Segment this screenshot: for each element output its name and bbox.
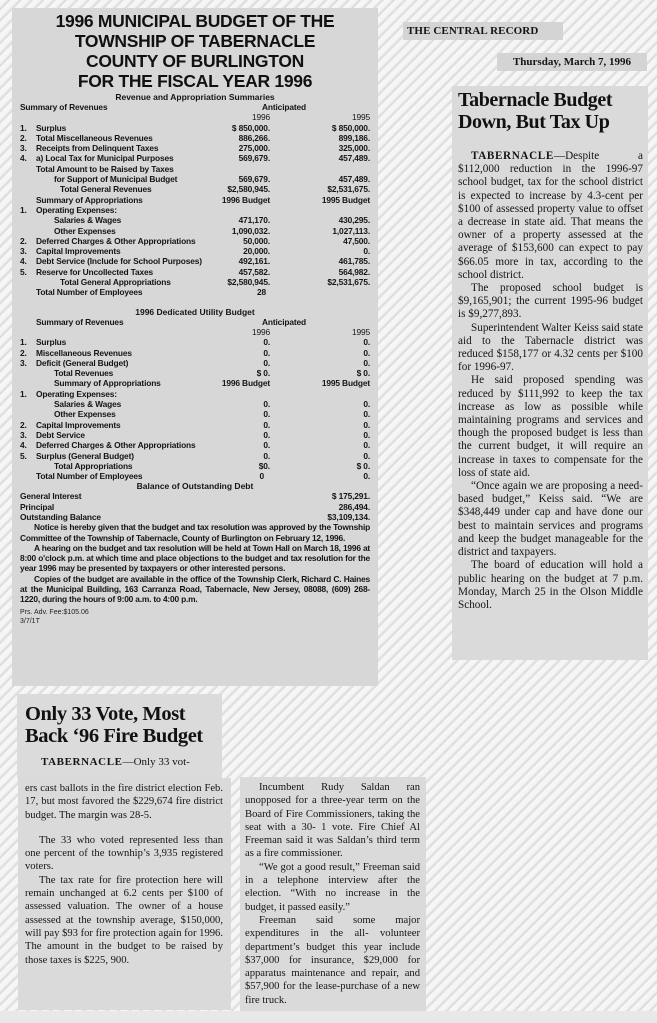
value-1996: 0. xyxy=(263,357,270,368)
fire-paragraph: Freeman said some major expenditures in the all- volunteer department’s budget this year include $37,000 for insurance, $29,000 for apparatus maintenance and repair, and $57,900 for the lease-purchase of a new fire truck. xyxy=(245,914,420,1006)
budget-line-row xyxy=(20,430,370,440)
budget-line-row xyxy=(20,236,370,246)
value-1995: $ 0. xyxy=(356,460,370,471)
fire-paragraph: ers cast ballots in the fire district election Feb. 17, but most favored the $229,674 fire district budget. The margin was 28-5. xyxy=(25,783,223,821)
value-1995: 899,186. xyxy=(338,132,370,143)
budget-line-row xyxy=(20,267,370,277)
value-1995: 457,489. xyxy=(338,153,370,164)
line-label: Capital Improvements xyxy=(36,419,121,430)
debt-value: $3,109,134. xyxy=(327,511,370,522)
fire-article-column-1 xyxy=(18,778,231,1010)
dateline: TABERNACLE xyxy=(41,756,123,768)
summary-appropriations-label: Summary of Appropriations xyxy=(36,194,143,205)
line-label: Debt Service (Include for School Purposes) xyxy=(36,256,202,267)
value-1995: 0. xyxy=(363,399,370,410)
employees-row xyxy=(20,287,370,297)
value-1996: 0. xyxy=(263,409,270,420)
value-1996: 492,161. xyxy=(238,256,270,267)
utility-total-revenues-row xyxy=(20,368,370,378)
value-1996: 50,000. xyxy=(243,235,270,246)
value-1996: 0. xyxy=(263,337,270,348)
utility-other-row xyxy=(20,409,370,419)
value-1996: $ 0. xyxy=(256,368,270,379)
line-number: 5. xyxy=(20,450,27,461)
value-1995: 0. xyxy=(363,440,370,451)
bottom-margin xyxy=(0,1011,657,1023)
salaries-row xyxy=(20,215,370,225)
value-1996: 0 xyxy=(259,471,264,482)
summary-appropriations-label: Summary of Appropriations xyxy=(54,378,161,389)
value-1996: 0. xyxy=(263,429,270,440)
other-expenses-row xyxy=(20,226,370,236)
value-1996: 1,090,032. xyxy=(231,225,270,236)
col-1995-label: 1995 xyxy=(351,326,370,337)
budget-line-row xyxy=(20,133,370,143)
summary-revenues-label: Summary of Revenues xyxy=(36,316,124,327)
dateline: TABERNACLE xyxy=(471,150,554,162)
budget-line-row xyxy=(20,348,370,358)
operating-expenses-label: Operating Expenses: xyxy=(36,388,117,399)
line-number: 2. xyxy=(20,235,27,246)
value-1996: $2,580,945. xyxy=(227,277,270,288)
value-1995: 0. xyxy=(363,409,370,420)
value-1996: $0. xyxy=(258,460,270,471)
budget-line-row xyxy=(20,420,370,430)
budget-title-line: TOWNSHIP OF TABERNACLE xyxy=(74,31,316,51)
line-number: 2. xyxy=(20,419,27,430)
value-1996: 0. xyxy=(263,347,270,358)
tax-article-body xyxy=(458,150,643,612)
summary-revenues-label: Summary of Revenues xyxy=(20,102,108,112)
value-1996: 569,679. xyxy=(238,153,270,164)
debt-value: 286,494. xyxy=(338,501,370,512)
line-number: 3. xyxy=(20,143,27,154)
value-1995: 430,295. xyxy=(338,215,370,226)
tax-headline-line: Down, But Tax Up xyxy=(458,111,610,133)
tax-paragraph: “Once again we are proposing a need-based budget,” Keiss said. “We are $348,449 under cap and have done our best to maintain services and programs and keep the budget manageable for the district and taxpayers. xyxy=(458,480,643,559)
value-1996: 28 xyxy=(256,287,266,298)
line-number: 3. xyxy=(20,246,27,257)
line-number: 4. xyxy=(20,256,27,267)
fee-line: Prs. Adv. Fee:$105.06 xyxy=(20,608,89,616)
line-label: Total Miscellaneous Revenues xyxy=(36,132,153,143)
value-1996: 20,000. xyxy=(243,246,270,257)
fire-lead xyxy=(25,756,214,769)
tax-paragraph: The proposed school budget is $9,165,901; the current 1995-96 budget is $9,277,893. xyxy=(458,282,643,321)
line-number: 4. xyxy=(20,440,27,451)
paragraph-text: —Despite a $112,000 reduction in the 1996-97 school budget, tax for the school district is expected to increase by 4.3-cent per $100 of assessed property value to offset a decrease in state aid. That means the owner of a property assessed at the average of $153,600 can expect to pay $66.05 more in tax, according to the school district. xyxy=(458,150,643,281)
publication-date: Thursday, March 7, 1996 xyxy=(497,53,647,71)
budget-line-row xyxy=(20,256,370,266)
line-label: Debt Service xyxy=(36,429,85,440)
debt-value: $ 175,291. xyxy=(331,491,370,502)
employees-label: Total Number of Employees xyxy=(36,287,143,298)
total-appropriations-label: Total General Appropriations xyxy=(60,277,171,288)
value-1996: $ 850,000. xyxy=(231,122,270,133)
value-1995: 47,500. xyxy=(343,235,370,246)
value-1996: 0. xyxy=(263,440,270,451)
line-label: Surplus xyxy=(36,337,67,348)
other-expenses-label: Other Expenses xyxy=(54,225,116,236)
value-1995: 457,489. xyxy=(338,174,370,185)
operating-expenses-label: Operating Expenses: xyxy=(36,204,117,215)
total-revenues-label: Total Revenues xyxy=(54,368,114,379)
budget-title-line: 1996 MUNICIPAL BUDGET OF THE xyxy=(55,11,335,31)
budget-line-row xyxy=(20,358,370,368)
budget-title-line: COUNTY OF BURLINGTON xyxy=(86,51,304,71)
line-number: 5. xyxy=(20,266,27,277)
column-body xyxy=(25,782,223,967)
value-1995: 461,785. xyxy=(338,256,370,267)
notice-paragraph xyxy=(20,522,370,543)
value-1996: 457,582. xyxy=(238,266,270,277)
general-year-header xyxy=(20,112,370,122)
newspaper-name: THE CENTRAL RECORD xyxy=(403,22,563,40)
summary-appropriations-row xyxy=(20,195,370,205)
debt-row xyxy=(20,502,370,512)
line-label: Surplus xyxy=(36,122,67,133)
value-1995: 0. xyxy=(363,357,370,368)
budget-title-line: FOR THE FISCAL YEAR 1996 xyxy=(77,71,313,91)
line-number: 3. xyxy=(20,357,27,368)
line-label: Deferred Charges & Other Appropriations xyxy=(36,235,196,246)
col-1996-label: 1996 xyxy=(251,326,270,337)
debt-row xyxy=(20,512,370,522)
line-label: Deferred Charges & Other Appropriations xyxy=(36,440,196,451)
utility-employees-row xyxy=(20,471,370,481)
municipal-budget-notice xyxy=(12,8,378,686)
fire-paragraph: The tax rate for fire protection here will remain unchanged at 6.2 cents per $100 of assessed valuation. The owner of a house assessed at the township average, $150,000, will pay $93 for fire protection again for 1996. The amount in the budget to be raised by those taxes is $225, 900. xyxy=(25,874,223,966)
value-1996: 275,000. xyxy=(238,143,270,154)
line-label: Miscellaneous Revenues xyxy=(36,347,132,358)
operating-expenses-row: 1. Operating Expenses: xyxy=(20,205,370,215)
budget-subtitle: Revenue and Appropriation Summaries xyxy=(115,92,275,102)
value-1995: 0. xyxy=(363,450,370,461)
total-raised-label: Total Amount to be Raised by Taxes xyxy=(36,163,174,174)
budget-line-row xyxy=(20,337,370,347)
fire-article-header xyxy=(17,694,222,778)
value-1996: 471,170. xyxy=(238,215,270,226)
copies-paragraph xyxy=(20,574,370,605)
fire-paragraph: “We got a good result,” Freeman said in a telephone interview after the election. “With no increase in the budget, it passed easily.” xyxy=(245,861,420,913)
value-1995: 0. xyxy=(363,347,370,358)
line-number: 3. xyxy=(20,429,27,440)
tax-paragraph xyxy=(458,150,643,282)
fire-article-column-2 xyxy=(240,777,426,1011)
value-1995: 0. xyxy=(363,471,370,482)
utility-operating-row: 1. Operating Expenses: xyxy=(20,389,370,399)
utility-total-appropriations-row xyxy=(20,461,370,471)
budget-line-row xyxy=(20,143,370,153)
budget-line-row xyxy=(20,440,370,450)
salaries-label: Salaries & Wages xyxy=(54,399,122,410)
utility-year-header xyxy=(20,327,370,337)
line-label: Surplus (General Budget) xyxy=(36,450,134,461)
budget-line-row xyxy=(20,246,370,256)
utility-salaries-row xyxy=(20,399,370,409)
budget-1996-label: 1996 Budget xyxy=(221,194,270,205)
total-general-appropriations-row xyxy=(20,277,370,287)
value-1996: 886,266. xyxy=(238,132,270,143)
fire-headline-line: Only 33 Vote, Most xyxy=(25,703,186,725)
total-general-revenues-label: Total General Revenues xyxy=(60,184,152,195)
debt-label: Principal xyxy=(20,501,55,512)
value-1995: $2,531,675. xyxy=(327,184,370,195)
budget-line-row xyxy=(20,451,370,461)
debt-row xyxy=(20,491,370,501)
line-number: 1. xyxy=(20,122,27,133)
fire-headline-line: Back ‘96 Fire Budget xyxy=(25,725,203,747)
tax-paragraph: Superintendent Walter Keiss said state aid to the Tabernacle district was reduced $158,177 or 4.32 cents per $100 for 1996-97. xyxy=(458,321,643,374)
anticipated-label: Anticipated xyxy=(262,316,306,327)
value-1995: 0. xyxy=(363,429,370,440)
value-1996: 0. xyxy=(263,399,270,410)
debt-label: Outstanding Balance xyxy=(20,511,101,522)
total-raised-label-2: for Support of Municipal Budget xyxy=(54,174,178,185)
budget-line-row xyxy=(20,153,370,163)
value-1995: 0. xyxy=(363,337,370,348)
general-appropriations-list xyxy=(20,236,370,277)
value-1995: 325,000. xyxy=(338,143,370,154)
fire-paragraph: Incumbent Rudy Saldan ran unopposed for a three-year term on the Board of Fire Commissioners, taking the seat with a 30- 1 vote. Fire Chief Al Freeman said it was Saldan’s third term as a fire commissioner. xyxy=(245,782,420,860)
utility-revenues-list xyxy=(20,337,370,368)
total-general-revenues-row xyxy=(20,184,370,194)
total-appropriations-label: Total Appropriations xyxy=(54,460,133,471)
line-label: a) Local Tax for Municipal Purposes xyxy=(36,153,174,164)
anticipated-label: Anticipated xyxy=(262,102,306,112)
tax-article xyxy=(452,86,648,660)
copies-text: Copies of the budget are available in the office of the Township Clerk, Richard C. Haines at the Municipal Building, 163 Carranza Road, Tabernacle, New Jersey, 08088, (609) 268-1220, during the hours of 9:00 a.m. to 4:00 p.m. xyxy=(20,573,370,605)
date-code: 3/7/1T xyxy=(20,617,40,625)
value-1996: 569,679. xyxy=(238,174,270,185)
notice-text: Notice is hereby given that the budget and tax resolution was approved by the Township Committee of the Township of Tabernacle, County of Burlington on February 12, 1996. xyxy=(20,522,370,543)
budget-1995-label: 1995 Budget xyxy=(321,194,370,205)
line-number: 4. xyxy=(20,153,27,164)
line-label: Capital Improvements xyxy=(36,246,121,257)
line-label: Reserve for Uncollected Taxes xyxy=(36,266,153,277)
value-1995: $ 0. xyxy=(356,368,370,379)
debt-label: General Interest xyxy=(20,491,82,502)
line-number: 1. xyxy=(20,337,27,348)
general-revenues-header xyxy=(20,102,370,112)
utility-budget-title: 1996 Dedicated Utility Budget xyxy=(135,306,255,317)
salaries-label: Salaries & Wages xyxy=(54,215,122,226)
lead-text: —Only 33 vot- xyxy=(122,756,190,768)
budget-1995-label: 1995 Budget xyxy=(321,378,370,389)
value-1995: 0. xyxy=(363,246,370,257)
general-revenues-list xyxy=(20,123,370,164)
total-raised-row xyxy=(20,164,370,174)
tax-paragraph: He said proposed spending was reduced by $111,992 to keep the tax increase as low as possible while maintaining programs and services and though the proposed budget is less than the current budget, it will require an increase in taxes to compensate for the loss of state aid. xyxy=(458,374,643,479)
tax-headline-line: Tabernacle Budget xyxy=(458,89,613,111)
total-raised-row-2 xyxy=(20,174,370,184)
value-1996: 0. xyxy=(263,419,270,430)
value-1995: $2,531,675. xyxy=(327,277,370,288)
line-number: 2. xyxy=(20,132,27,143)
value-1995: 0. xyxy=(363,419,370,430)
utility-revenues-header xyxy=(20,317,370,327)
employees-label: Total Number of Employees xyxy=(36,471,143,482)
value-1995: $ 850,000. xyxy=(331,122,370,133)
tax-paragraph: The board of education will hold a public hearing on the budget at 7 p.m. Monday, March 25 in the Olson Middle School. xyxy=(458,559,643,611)
line-label: Deficit (General Budget) xyxy=(36,357,129,368)
hearing-paragraph xyxy=(20,543,370,574)
debt-title: Balance of Outstanding Debt xyxy=(136,481,254,492)
other-expenses-label: Other Expenses xyxy=(54,409,116,420)
debt-list xyxy=(20,491,370,522)
utility-summary-appropriations-row xyxy=(20,378,370,388)
value-1996: $2,580,945. xyxy=(227,184,270,195)
budget-line-row xyxy=(20,123,370,133)
column-body xyxy=(245,781,420,1007)
col-1995-label: 1995 xyxy=(351,112,370,123)
utility-appropriations-list xyxy=(20,420,370,461)
line-label: Receipts from Delinquent Taxes xyxy=(36,143,159,154)
budget-1996-label: 1996 Budget xyxy=(221,378,270,389)
fire-paragraph: The 33 who voted represented less than one percent of the townhip’s 3,935 registered voters. xyxy=(25,834,223,873)
line-number: 2. xyxy=(20,347,27,358)
value-1996: 0. xyxy=(263,450,270,461)
hearing-text: A hearing on the budget and tax resolution will be held at Town Hall on March 18, 1996 at 8:00 o'clock p.m. at which time and place objections to the budget and tax resolution for the year 1996 may be presented by taxpayers or other interested persons. xyxy=(20,542,370,574)
col-1996-label: 1996 xyxy=(251,112,270,123)
value-1995: 564,982. xyxy=(338,266,370,277)
value-1995: 1,027,113. xyxy=(332,225,370,236)
